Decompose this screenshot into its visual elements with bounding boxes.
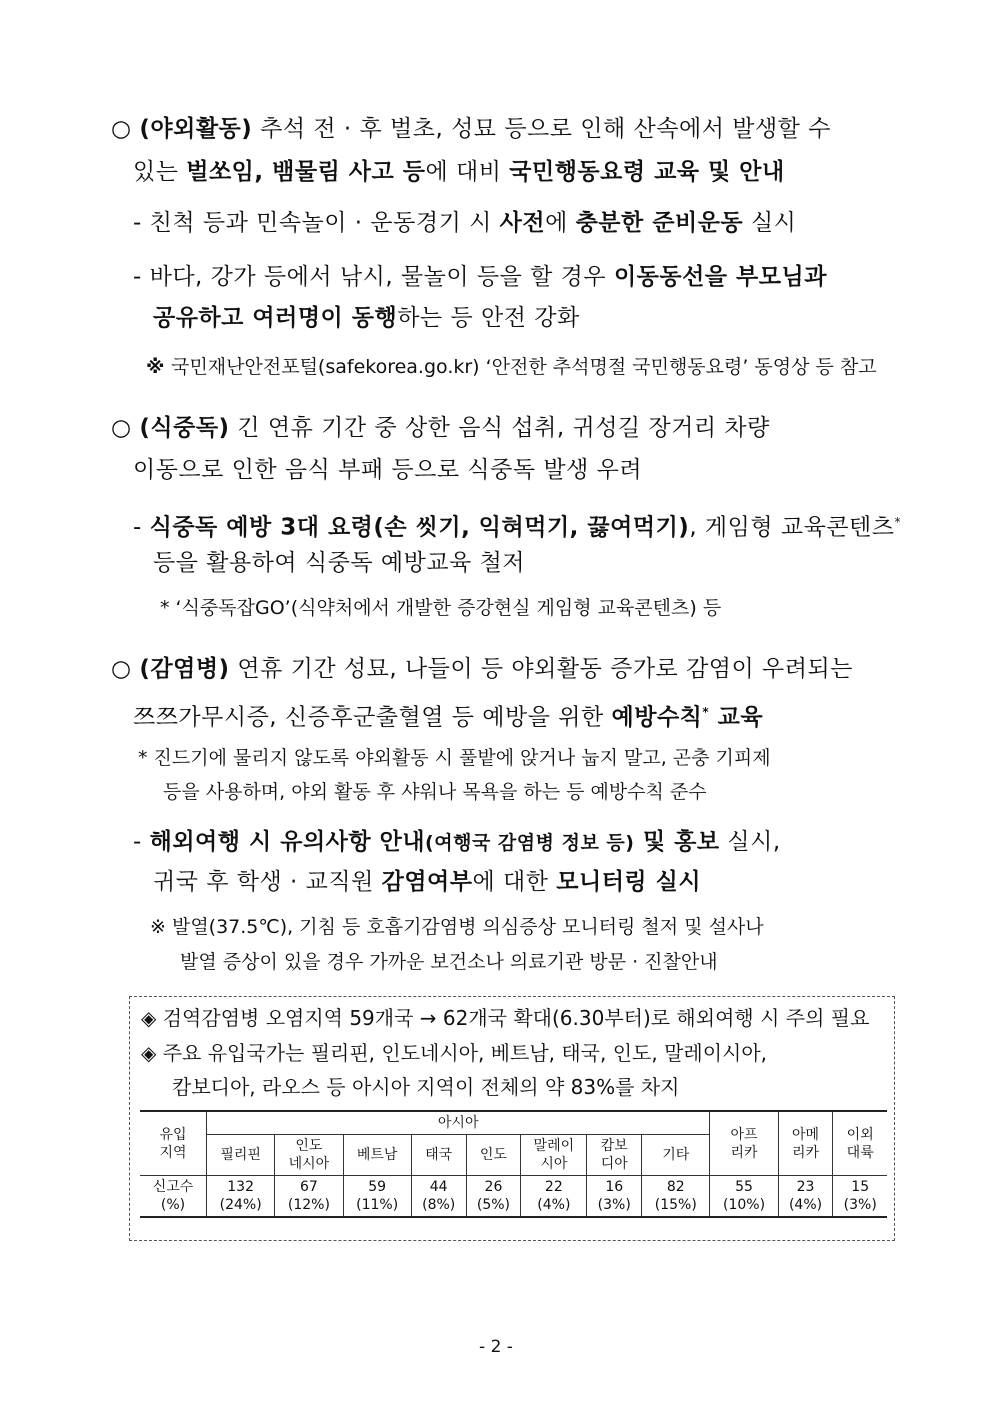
row-label-l2: (%) [160,1197,186,1213]
table-cell [778,1176,833,1218]
count-value: 82 [666,1179,685,1195]
sec1-d1-c: 에 [545,210,576,236]
sec3-d1-a: - [133,829,150,855]
sec3-dash1 [133,827,781,858]
table-cell [275,1176,343,1218]
region-header [710,1111,778,1176]
region-l1: 아메 [792,1126,820,1143]
country-l1: 태국 [425,1147,453,1163]
sec3-dash1-cont [153,867,701,897]
bullet-circle-icon: ○ [111,116,140,142]
sec1-dash1 [133,208,796,238]
pct-value: (10%) [723,1197,766,1213]
sec2-l2: 이동으로 인한 음식 부패 등으로 식중독 발생 우려 [133,457,643,483]
count-value: 44 [429,1179,448,1195]
count-value: 22 [544,1179,563,1195]
country-header [411,1135,466,1176]
sec1-dash2 [133,262,827,292]
count-value: 55 [735,1179,753,1195]
pct-value: (3%) [597,1197,631,1213]
country-header [275,1135,343,1176]
sec3-line2 [133,697,763,733]
sec2-dash1-cont [153,548,525,578]
country-header [587,1135,642,1176]
country-l1: 기타 [662,1147,690,1163]
sec3-d1-l2-a: 귀국 후 학생 · 교직원 [153,869,382,895]
count-value: 132 [227,1179,254,1195]
sec3-d1-b: 해외여행 시 유의사항 안내 [149,829,426,855]
sec3-footnote-2 [163,777,707,807]
sec3-footnote-1 [138,743,771,773]
bullet-circle-icon: ○ [111,656,140,682]
sec2-fn: * ‘식중독잡GO’(식약처에서 개발한 증강현실 게임형 교육콘텐츠) 등 [160,597,722,619]
sec2-dash1 [133,507,901,543]
pct-value: (8%) [422,1197,456,1213]
page-number: - 2 - [479,1337,513,1357]
pct-value: (4%) [788,1197,823,1213]
sec3-fn-l1: * 진드기에 물리지 않도록 야외활동 시 풀밭에 앉거나 눕지 말고, 곤충 기피제 [138,747,771,769]
region-l2: 대륙 [846,1144,874,1161]
sec1-dash2-cont [153,303,580,333]
pct-value: (3%) [843,1197,877,1213]
country-l1: 인도 [295,1138,323,1154]
sec2-d1-b: 식중독 예방 3대 요령(손 씻기, 익혀먹기, 끓여먹기) [149,514,690,541]
corner-header [140,1111,207,1176]
sec3-d1-l2-b: 감염여부 [381,869,473,895]
region-header [833,1111,887,1176]
sec3-d1-d: 및 홍보 [634,829,720,855]
box-line-2 [141,1039,767,1067]
sec2-line2 [133,455,642,485]
sec3-fn-l2: 등을 사용하며, 야외 활동 후 샤워나 목욕을 하는 등 예방수칙 준수 [163,781,707,803]
sec3-heading: (감염병) [139,656,230,682]
sec1-d1-a: - 친척 등과 민속놀이 · 운동경기 시 [133,210,500,236]
country-header [642,1135,710,1176]
table-cell [411,1176,466,1218]
sec3-line1 [111,654,853,684]
reference-mark-icon: ※ [146,356,172,378]
sec1-line1 [111,114,831,144]
count-value: 67 [299,1179,318,1195]
sec3-note-2 [180,947,718,977]
corner-l1: 유입 [159,1126,187,1143]
country-l2: 디아 [600,1156,628,1172]
region-l1: 이외 [846,1126,874,1143]
region-header [778,1111,833,1176]
sec3-note-l1: ※ 발열(37.5℃), 기침 등 호흡기감염병 의심증상 모니터링 철저 및 설사나 [150,916,764,938]
table-cell [521,1176,587,1218]
count-value: 23 [796,1179,815,1195]
sec2-heading: (식중독) [139,415,230,441]
country-l1: 필리핀 [220,1147,261,1163]
region-l2: 리카 [792,1144,820,1161]
pct-value: (11%) [356,1197,399,1213]
sec1-d2-c: 공유하고 여러명이 동행 [153,305,398,331]
box-line-1 [141,1004,869,1032]
table-cell [207,1176,275,1218]
table-header-row-1 [140,1111,887,1135]
bullet-circle-icon: ○ [111,415,140,441]
pct-value: (5%) [476,1197,511,1213]
pct-value: (24%) [219,1197,262,1213]
pct-value: (4%) [537,1197,571,1213]
country-l2: 시아 [540,1156,568,1172]
country-l2: 네시아 [288,1156,330,1172]
sec1-text: 추석 전 · 후 벌초, 성묘 등으로 인해 산속에서 발생할 수 [252,116,831,142]
country-l1: 캄보 [600,1138,628,1154]
country-l1: 말레이 [533,1138,575,1154]
sec2-footnote [160,593,721,623]
row-label [140,1176,207,1218]
pct-value: (15%) [654,1197,697,1213]
table-cell [710,1176,778,1218]
sec1-d2-d: 하는 등 안전 강화 [397,305,580,331]
sec1-l2-d: 국민행동요령 교육 및 안내 [509,159,785,185]
count-value: 15 [851,1179,870,1195]
asia-header: 아시아 [207,1111,710,1135]
sec1-heading: (야외활동) [139,116,253,142]
count-value: 16 [605,1179,624,1195]
table-row [140,1176,887,1218]
sec3-l2-a: 쯔쯔가무시증, 신증후군출혈열 등 예방을 위한 [133,704,612,731]
corner-l2: 지역 [159,1144,187,1161]
box-b1: ◈ 검역감염병 오염지역 59개국 → 62개국 확대(6.30부터)로 해외여행 시 주의 필요 [141,1006,870,1030]
footnote-mark: * [894,515,901,529]
sec1-l2-a: 있는 [133,159,187,185]
sec1-d1-e: 실시 [743,210,797,236]
sec1-d2-b: 이동동선을 부모님과 [613,264,827,290]
sec2-d1-c: , 게임형 교육콘텐츠 [689,514,895,541]
footnote-mark: * [702,705,710,719]
table-cell [587,1176,642,1218]
table-cell [343,1176,411,1218]
sec1-note [146,352,877,382]
sec3-note-1 [150,912,764,942]
country-header [466,1135,521,1176]
sec2-text: 긴 연휴 기간 중 상한 음식 섭취, 귀성길 장거리 차량 [229,415,770,441]
table-cell [466,1176,521,1218]
sec1-d2-a: - 바다, 강가 등에서 낚시, 물놀이 등을 할 경우 [133,264,614,290]
row-label-l1: 신고수 [152,1179,194,1195]
sec1-line2 [133,157,785,187]
sec2-d1-l2: 등을 활용하여 식중독 예방교육 철저 [153,550,526,576]
count-value: 26 [484,1179,503,1195]
sec1-note-text: 국민재난안전포털(safekorea.go.kr) ‘안전한 추석명절 국민행동요령’ 동영상 등 참고 [171,356,877,378]
sec3-d1-l2-d: 모니터링 실시 [556,869,702,895]
sec3-d1-l2-c: 에 대한 [472,869,557,895]
sec1-l2-b: 벌쏘임, 뱀물림 사고 등 [186,159,426,185]
sec3-l2-b: 예방수칙 [611,704,703,731]
country-l1: 베트남 [356,1147,398,1163]
country-header [521,1135,587,1176]
pct-value: (12%) [287,1197,330,1213]
sec2-d1-a: - [133,514,150,541]
country-header [207,1135,275,1176]
count-value: 59 [368,1179,387,1195]
sec3-text: 연휴 기간 성묘, 나들이 등 야외활동 증가로 감염이 우려되는 [229,656,853,682]
box-b3: 캄보디아, 라오스 등 아시아 지역이 전체의 약 83%를 차지 [172,1075,680,1099]
region-l2: 리카 [730,1144,758,1161]
sec2-line1 [111,413,770,443]
table-cell [642,1176,710,1218]
sec1-d1-d: 충분한 준비운동 [575,210,744,236]
sec3-note-l2: 발열 증상이 있을 경우 가까운 보건소나 의료기관 방문 · 진찰안내 [180,951,718,973]
sec3-l2-c: 교육 [709,704,764,731]
sec3-d1-e: 실시, [719,829,781,855]
box-line-3 [172,1073,679,1101]
country-header [343,1135,411,1176]
sec3-d1-c: (여행국 감염병 정보 등) [425,832,635,854]
sec1-d1-b: 사전 [499,210,546,236]
region-l1: 아프 [730,1126,758,1143]
country-l1: 인도 [479,1147,507,1163]
sec1-l2-c: 에 대비 [425,159,510,185]
table-cell [833,1176,887,1218]
import-stats-table [140,1110,887,1218]
box-b2: ◈ 주요 유입국가는 필리핀, 인도네시아, 베트남, 태국, 인도, 말레이시아, [141,1041,768,1065]
